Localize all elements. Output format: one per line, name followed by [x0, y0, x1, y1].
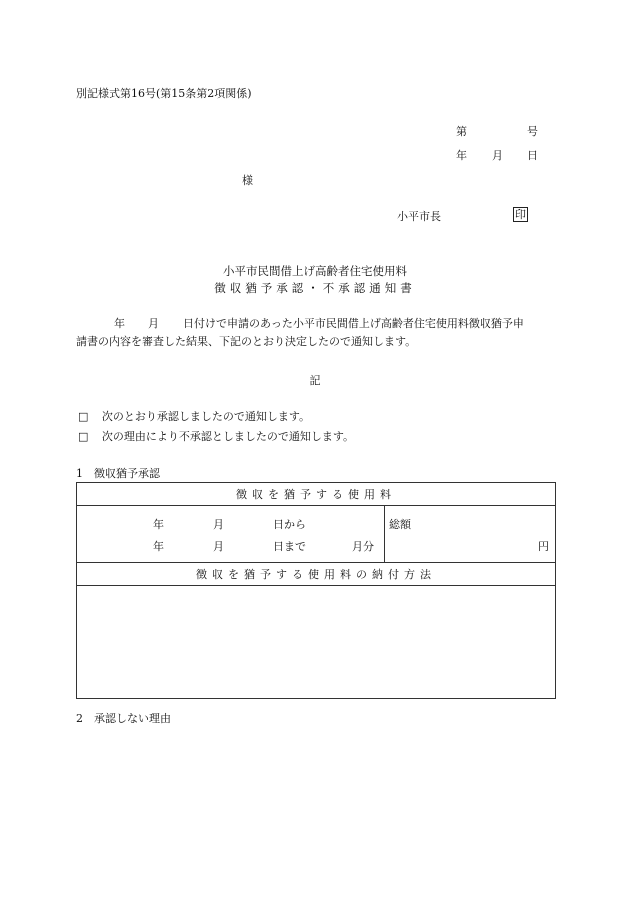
- checkbox-icon[interactable]: □: [78, 410, 89, 423]
- addressee-suffix: 様: [242, 174, 253, 187]
- doc-number-dai: 第: [456, 125, 467, 138]
- option-approve-label: 次のとおり承認しましたので通知します。: [101, 410, 311, 423]
- intro-line1-rest: 日付けで申請のあった小平市民間借上げ高齢者住宅使用料徴収猶予申: [183, 317, 524, 330]
- intro-year: 年: [114, 317, 125, 330]
- issuer-title: 小平市長: [397, 210, 441, 223]
- from-year: 年: [153, 518, 164, 531]
- option-approve: [78, 408, 310, 424]
- fee-header: 徴収を猶予する使用料: [77, 483, 556, 506]
- date-month: 月: [492, 149, 503, 162]
- method-body-cell[interactable]: [77, 586, 556, 699]
- checkbox-icon[interactable]: □: [78, 430, 89, 443]
- from-month: 月: [213, 518, 224, 531]
- form-number: 別記様式第16号(第15条第2項関係): [76, 87, 252, 100]
- to-year: 年: [153, 540, 164, 553]
- method-header: 徴収を猶予する使用料の納付方法: [77, 563, 556, 586]
- option-reject-label: 次の理由により不承認としましたので通知します。: [101, 430, 355, 443]
- to-day: 日まで: [273, 540, 306, 553]
- amount-cell[interactable]: [385, 506, 556, 563]
- period-cell[interactable]: [77, 506, 385, 563]
- date-year: 年: [456, 149, 467, 162]
- doc-title-line1: 小平市民間借上げ高齢者住宅使用料: [223, 264, 407, 278]
- to-month: 月: [213, 540, 224, 553]
- months-count: 月分: [352, 540, 374, 553]
- seal-icon: 印: [515, 208, 526, 221]
- doc-number-go: 号: [527, 125, 538, 138]
- intro-month: 月: [148, 317, 159, 330]
- intro-line2: 請書の内容を審査した結果、下記のとおり決定したので通知します。: [76, 335, 417, 348]
- section2-heading: 2 承認しない理由: [76, 712, 171, 725]
- section1-heading: 1 徴収猶予承認: [76, 467, 160, 480]
- doc-title-line2: 徴収猶予承認・不承認通知書: [214, 281, 416, 295]
- total-label: 総額: [389, 518, 411, 531]
- ki-mark: 記: [309, 374, 321, 387]
- date-day: 日: [527, 149, 538, 162]
- seal-mark: [513, 207, 528, 222]
- from-day: 日から: [273, 518, 306, 531]
- yen-unit: 円: [538, 540, 549, 553]
- deferral-table: [76, 482, 556, 699]
- option-reject: [78, 428, 354, 444]
